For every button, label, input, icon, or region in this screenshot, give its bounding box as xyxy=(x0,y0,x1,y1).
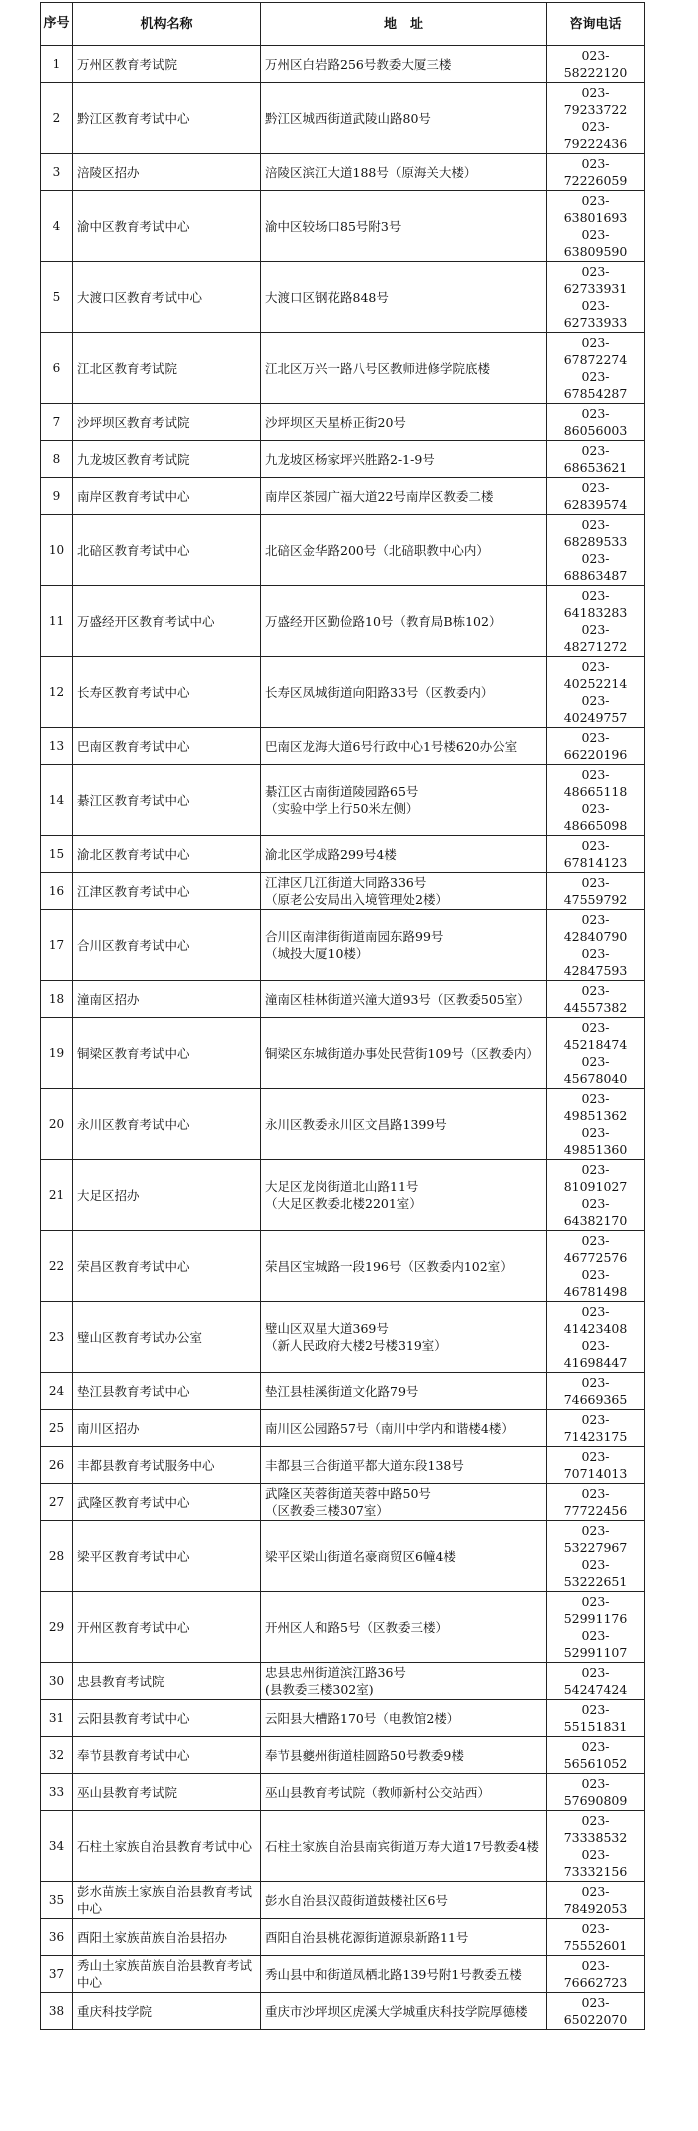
address-line: 长寿区凤城街道向阳路33号（区教委内） xyxy=(265,684,494,700)
institution-address xyxy=(261,478,547,515)
address-line: 北碚区金华路200号（北碚职教中心内） xyxy=(265,542,489,558)
table-row xyxy=(41,333,645,404)
table-row xyxy=(41,836,645,873)
row-index: 32 xyxy=(41,1737,73,1774)
institution-address xyxy=(261,657,547,728)
row-index: 25 xyxy=(41,1410,73,1447)
institution-name: 云阳县教育考试中心 xyxy=(73,1700,261,1737)
table-row xyxy=(41,1811,645,1882)
row-index: 1 xyxy=(41,46,73,83)
contact-phone: 023- 70714013 xyxy=(547,1447,645,1484)
table-row xyxy=(41,1919,645,1956)
institution-name: 渝北区教育考试中心 xyxy=(73,836,261,873)
header-name: 机构名称 xyxy=(73,3,261,46)
row-index: 17 xyxy=(41,910,73,981)
table-row xyxy=(41,262,645,333)
address-line: 酉阳自治县桃花源街道源泉新路11号 xyxy=(265,1929,469,1945)
institution-name: 重庆科技学院 xyxy=(73,1993,261,2030)
contact-phone: 023- 48665118 023- 48665098 xyxy=(547,765,645,836)
institution-name: 长寿区教育考试中心 xyxy=(73,657,261,728)
row-index: 31 xyxy=(41,1700,73,1737)
contact-phone: 023- 65022070 xyxy=(547,1993,645,2030)
table-row xyxy=(41,657,645,728)
table-row xyxy=(41,1447,645,1484)
institution-name: 秀山土家族苗族自治县教育考试中心 xyxy=(73,1956,261,1993)
institution-name: 綦江区教育考试中心 xyxy=(73,765,261,836)
row-index: 16 xyxy=(41,873,73,910)
institution-address xyxy=(261,586,547,657)
table-row xyxy=(41,1700,645,1737)
table-row xyxy=(41,46,645,83)
institution-name: 铜梁区教育考试中心 xyxy=(73,1018,261,1089)
address-line: 铜梁区东城街道办事处民营街109号（区教委内） xyxy=(265,1045,539,1061)
institution-name: 彭水苗族土家族自治县教育考试中心 xyxy=(73,1882,261,1919)
address-line: 巫山县教育考试院（教师新村公交站西） xyxy=(265,1784,491,1800)
institution-address xyxy=(261,333,547,404)
institution-name: 黔江区教育考试中心 xyxy=(73,83,261,154)
institution-address xyxy=(261,1956,547,1993)
institution-address xyxy=(261,1592,547,1663)
institution-name: 璧山区教育考试办公室 xyxy=(73,1302,261,1373)
contact-phone: 023- 67872274 023- 67854287 xyxy=(547,333,645,404)
row-index: 36 xyxy=(41,1919,73,1956)
institution-address xyxy=(261,1302,547,1373)
contact-phone: 023- 44557382 xyxy=(547,981,645,1018)
address-line: 沙坪坝区天星桥正街20号 xyxy=(265,414,406,430)
address-line: 石柱土家族自治县南宾街道万寿大道17号教委4楼 xyxy=(265,1838,539,1854)
row-index: 24 xyxy=(41,1373,73,1410)
contact-phone: 023- 72226059 xyxy=(547,154,645,191)
address-line: 南岸区茶园广福大道22号南岸区教委二楼 xyxy=(265,488,494,504)
table-row xyxy=(41,1089,645,1160)
contact-phone: 023- 46772576 023- 46781498 xyxy=(547,1231,645,1302)
address-line: 南川区公园路57号（南川中学内和谐楼4楼） xyxy=(265,1420,514,1436)
row-index: 38 xyxy=(41,1993,73,2030)
table-row xyxy=(41,1993,645,2030)
contact-phone: 023- 67814123 xyxy=(547,836,645,873)
contact-phone: 023- 40252214 023- 40249757 xyxy=(547,657,645,728)
row-index: 27 xyxy=(41,1484,73,1521)
address-line: （区教委三楼307室） xyxy=(265,1503,389,1518)
institution-address xyxy=(261,1663,547,1700)
row-index: 30 xyxy=(41,1663,73,1700)
institution-address xyxy=(261,1737,547,1774)
contact-phone: 023- 41423408 023- 41698447 xyxy=(547,1302,645,1373)
address-line: 万州区白岩路256号教委大厦三楼 xyxy=(265,56,452,72)
institution-address xyxy=(261,1484,547,1521)
institution-name: 荣昌区教育考试中心 xyxy=(73,1231,261,1302)
contact-phone: 023- 54247424 xyxy=(547,1663,645,1700)
contact-phone: 023- 74669365 xyxy=(547,1373,645,1410)
institution-address xyxy=(261,515,547,586)
table-row xyxy=(41,154,645,191)
table-row xyxy=(41,728,645,765)
row-index: 23 xyxy=(41,1302,73,1373)
contact-phone: 023- 62733931 023- 62733933 xyxy=(547,262,645,333)
row-index: 9 xyxy=(41,478,73,515)
address-line: 丰都县三合街道平都大道东段138号 xyxy=(265,1457,464,1473)
address-line: （实验中学上行50米左侧） xyxy=(265,801,419,816)
table-row xyxy=(41,1484,645,1521)
table-row xyxy=(41,1737,645,1774)
row-index: 4 xyxy=(41,191,73,262)
institution-address xyxy=(261,404,547,441)
institution-name: 万州区教育考试院 xyxy=(73,46,261,83)
table-row xyxy=(41,191,645,262)
institution-address xyxy=(261,873,547,910)
institution-name: 涪陵区招办 xyxy=(73,154,261,191)
contact-phone: 023- 68289533 023- 68863487 xyxy=(547,515,645,586)
institution-name: 开州区教育考试中心 xyxy=(73,1592,261,1663)
institution-name: 梁平区教育考试中心 xyxy=(73,1521,261,1592)
row-index: 22 xyxy=(41,1231,73,1302)
institution-name: 南川区招办 xyxy=(73,1410,261,1447)
contact-phone: 023- 45218474 023- 45678040 xyxy=(547,1018,645,1089)
address-line: 黔江区城西街道武陵山路80号 xyxy=(265,110,431,126)
institution-name: 武隆区教育考试中心 xyxy=(73,1484,261,1521)
institution-address xyxy=(261,1521,547,1592)
institution-name: 酉阳土家族苗族自治县招办 xyxy=(73,1919,261,1956)
table-row xyxy=(41,1373,645,1410)
contact-phone: 023- 68653621 xyxy=(547,441,645,478)
table-row xyxy=(41,1160,645,1231)
table-row xyxy=(41,1663,645,1700)
row-index: 29 xyxy=(41,1592,73,1663)
address-line: （城投大厦10楼） xyxy=(265,946,369,961)
row-index: 6 xyxy=(41,333,73,404)
table-row xyxy=(41,981,645,1018)
institution-name: 忠县教育考试院 xyxy=(73,1663,261,1700)
header-phone: 咨询电话 xyxy=(547,3,645,46)
row-index: 19 xyxy=(41,1018,73,1089)
institution-address xyxy=(261,1700,547,1737)
row-index: 10 xyxy=(41,515,73,586)
header-index: 序号 xyxy=(41,3,73,46)
address-line: (县教委三楼302室) xyxy=(265,1682,374,1697)
institution-address xyxy=(261,154,547,191)
contact-phone: 023- 81091027 023- 64382170 xyxy=(547,1160,645,1231)
institution-name: 沙坪坝区教育考试院 xyxy=(73,404,261,441)
table-row xyxy=(41,441,645,478)
institution-name: 大足区招办 xyxy=(73,1160,261,1231)
institution-address xyxy=(261,1993,547,2030)
exam-office-table xyxy=(40,2,645,2030)
address-line: （大足区教委北楼2201室） xyxy=(265,1196,422,1211)
table-row xyxy=(41,1592,645,1663)
institution-address xyxy=(261,836,547,873)
address-line: 云阳县大槽路170号（电教馆2楼） xyxy=(265,1710,460,1726)
row-index: 2 xyxy=(41,83,73,154)
row-index: 11 xyxy=(41,586,73,657)
table-row xyxy=(41,1231,645,1302)
address-line: 渝中区较场口85号附3号 xyxy=(265,218,402,234)
institution-name: 合川区教育考试中心 xyxy=(73,910,261,981)
institution-address xyxy=(261,1231,547,1302)
address-line: 潼南区桂林街道兴潼大道93号（区教委505室） xyxy=(265,991,530,1007)
address-line: （原老公安局出入境管理处2楼） xyxy=(265,892,448,907)
row-index: 33 xyxy=(41,1774,73,1811)
institution-name: 奉节县教育考试中心 xyxy=(73,1737,261,1774)
address-line: 合川区南津街街道南园东路99号 xyxy=(265,929,444,944)
institution-address xyxy=(261,1410,547,1447)
table-row xyxy=(41,404,645,441)
institution-name: 永川区教育考试中心 xyxy=(73,1089,261,1160)
contact-phone: 023- 66220196 xyxy=(547,728,645,765)
address-line: 秀山县中和街道凤栖北路139号附1号教委五楼 xyxy=(265,1966,522,1982)
table-body xyxy=(41,46,645,2030)
contact-phone: 023- 78492053 xyxy=(547,1882,645,1919)
institution-address xyxy=(261,191,547,262)
institution-address xyxy=(261,728,547,765)
address-line: 开州区人和路5号（区教委三楼） xyxy=(265,1619,448,1635)
institution-name: 巫山县教育考试院 xyxy=(73,1774,261,1811)
institution-address xyxy=(261,765,547,836)
row-index: 5 xyxy=(41,262,73,333)
table-row xyxy=(41,910,645,981)
table-row xyxy=(41,586,645,657)
row-index: 20 xyxy=(41,1089,73,1160)
institution-address xyxy=(261,1811,547,1882)
address-line: 江津区几江街道大同路336号 xyxy=(265,875,427,890)
institution-name: 丰都县教育考试服务中心 xyxy=(73,1447,261,1484)
contact-phone: 023- 76662723 xyxy=(547,1956,645,1993)
institution-name: 潼南区招办 xyxy=(73,981,261,1018)
address-line: 九龙坡区杨家坪兴胜路2-1-9号 xyxy=(265,451,435,467)
table-row xyxy=(41,1882,645,1919)
row-index: 15 xyxy=(41,836,73,873)
address-line: 涪陵区滨江大道188号（原海关大楼） xyxy=(265,164,477,180)
table-row xyxy=(41,873,645,910)
row-index: 26 xyxy=(41,1447,73,1484)
address-line: 大足区龙岗街道北山路11号 xyxy=(265,1179,419,1194)
institution-name: 南岸区教育考试中心 xyxy=(73,478,261,515)
table-row xyxy=(41,1302,645,1373)
table-row xyxy=(41,1521,645,1592)
address-line: 忠县忠州街道滨江路36号 xyxy=(265,1665,406,1680)
contact-phone: 023- 52991176 023- 52991107 xyxy=(547,1592,645,1663)
address-line: 綦江区古南街道陵园路65号 xyxy=(265,784,419,799)
address-line: 渝北区学成路299号4楼 xyxy=(265,846,397,862)
institution-address xyxy=(261,46,547,83)
institution-address xyxy=(261,1774,547,1811)
contact-phone: 023- 73338532 023- 73332156 xyxy=(547,1811,645,1882)
header-address: 地 址 xyxy=(261,3,547,46)
table-header-row xyxy=(41,3,645,46)
table-row xyxy=(41,1018,645,1089)
contact-phone: 023- 56561052 xyxy=(547,1737,645,1774)
institution-name: 九龙坡区教育考试院 xyxy=(73,441,261,478)
contact-phone: 023- 47559792 xyxy=(547,873,645,910)
address-line: （新人民政府大楼2号楼319室） xyxy=(265,1338,447,1353)
contact-phone: 023- 63801693 023- 63809590 xyxy=(547,191,645,262)
table-row xyxy=(41,1956,645,1993)
row-index: 8 xyxy=(41,441,73,478)
institution-address xyxy=(261,1160,547,1231)
contact-phone: 023- 55151831 xyxy=(547,1700,645,1737)
institution-address xyxy=(261,910,547,981)
contact-phone: 023- 57690809 xyxy=(547,1774,645,1811)
contact-phone: 023- 49851362 023- 49851360 xyxy=(547,1089,645,1160)
institution-address xyxy=(261,1882,547,1919)
contact-phone: 023- 62839574 xyxy=(547,478,645,515)
address-line: 荣昌区宝城路一段196号（区教委内102室） xyxy=(265,1258,513,1274)
row-index: 14 xyxy=(41,765,73,836)
address-line: 璧山区双星大道369号 xyxy=(265,1321,389,1336)
address-line: 梁平区梁山街道名豪商贸区6幢4楼 xyxy=(265,1548,456,1564)
address-line: 万盛经开区勤俭路10号（教育局B栋102） xyxy=(265,613,502,629)
institution-name: 石柱土家族自治县教育考试中心 xyxy=(73,1811,261,1882)
institution-address xyxy=(261,1919,547,1956)
contact-phone: 023- 42840790 023- 42847593 xyxy=(547,910,645,981)
table-row xyxy=(41,1774,645,1811)
table-row xyxy=(41,515,645,586)
contact-phone: 023- 86056003 xyxy=(547,404,645,441)
institution-name: 江北区教育考试院 xyxy=(73,333,261,404)
institution-address xyxy=(261,83,547,154)
address-line: 垫江县桂溪街道文化路79号 xyxy=(265,1383,419,1399)
address-line: 重庆市沙坪坝区虎溪大学城重庆科技学院厚德楼 xyxy=(265,2003,528,2019)
row-index: 37 xyxy=(41,1956,73,1993)
document-page xyxy=(40,2,644,2030)
contact-phone: 023- 53227967 023- 53222651 xyxy=(547,1521,645,1592)
institution-name: 江津区教育考试中心 xyxy=(73,873,261,910)
address-line: 大渡口区钢花路848号 xyxy=(265,289,389,305)
contact-phone: 023- 64183283 023- 48271272 xyxy=(547,586,645,657)
contact-phone: 023- 77722456 xyxy=(547,1484,645,1521)
row-index: 7 xyxy=(41,404,73,441)
institution-name: 万盛经开区教育考试中心 xyxy=(73,586,261,657)
institution-name: 北碚区教育考试中心 xyxy=(73,515,261,586)
address-line: 永川区教委永川区文昌路1399号 xyxy=(265,1116,447,1132)
institution-name: 渝中区教育考试中心 xyxy=(73,191,261,262)
institution-name: 巴南区教育考试中心 xyxy=(73,728,261,765)
address-line: 巴南区龙海大道6号行政中心1号楼620办公室 xyxy=(265,738,518,754)
row-index: 18 xyxy=(41,981,73,1018)
table-row xyxy=(41,83,645,154)
contact-phone: 023- 75552601 xyxy=(547,1919,645,1956)
address-line: 武隆区芙蓉街道芙蓉中路50号 xyxy=(265,1486,431,1501)
institution-address xyxy=(261,981,547,1018)
contact-phone: 023- 58222120 xyxy=(547,46,645,83)
row-index: 34 xyxy=(41,1811,73,1882)
institution-name: 大渡口区教育考试中心 xyxy=(73,262,261,333)
row-index: 28 xyxy=(41,1521,73,1592)
institution-address xyxy=(261,1447,547,1484)
address-line: 彭水自治县汉葭街道鼓楼社区6号 xyxy=(265,1892,448,1908)
institution-address xyxy=(261,441,547,478)
row-index: 35 xyxy=(41,1882,73,1919)
contact-phone: 023- 71423175 xyxy=(547,1410,645,1447)
institution-address xyxy=(261,1373,547,1410)
row-index: 3 xyxy=(41,154,73,191)
institution-address xyxy=(261,262,547,333)
institution-address xyxy=(261,1018,547,1089)
institution-name: 垫江县教育考试中心 xyxy=(73,1373,261,1410)
address-line: 奉节县夔州街道桂圆路50号教委9楼 xyxy=(265,1747,464,1763)
contact-phone: 023- 79233722 023- 79222436 xyxy=(547,83,645,154)
row-index: 12 xyxy=(41,657,73,728)
institution-address xyxy=(261,1089,547,1160)
table-row xyxy=(41,1410,645,1447)
table-row xyxy=(41,478,645,515)
row-index: 13 xyxy=(41,728,73,765)
table-row xyxy=(41,765,645,836)
row-index: 21 xyxy=(41,1160,73,1231)
address-line: 江北区万兴一路八号区教师进修学院底楼 xyxy=(265,360,491,376)
